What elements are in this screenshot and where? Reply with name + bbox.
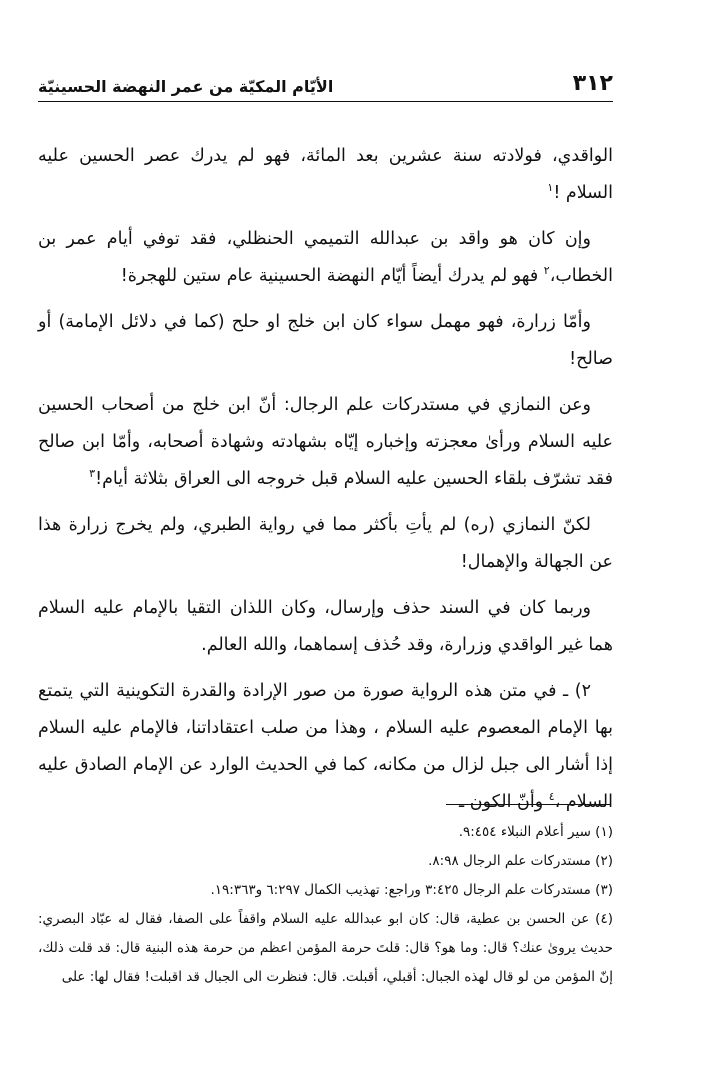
paragraph (38, 673, 613, 821)
paragraph (38, 221, 613, 295)
paragraph (38, 304, 613, 378)
footnote: (٢) مستدركات علم الرجال ٨:٩٨. (428, 853, 613, 869)
paragraph-text: وربما كان في السند حذف وإرسال، وكان اللذان التقيا بالإمام عليه السلام هما غير الواقدي وزرارة، وقد حُذف إسماهما، والله العالم. (38, 598, 613, 655)
body-text (38, 138, 613, 830)
paragraph-text: فهو لم يدرك أيضاً أيّام النهضة الحسينية عام ستين للهجرة! (120, 266, 544, 286)
paragraph (38, 590, 613, 664)
running-title: الأيّام المكيّة من عمر النهضة الحسينيّة (38, 77, 334, 96)
paragraph-text: وإن كان هو واقد بن عبدالله التميمي الحنظلي، فقد توفي أيام عمر بن الخطاب، (38, 229, 613, 286)
paragraph-text: وأنّ الكون ـ (459, 792, 549, 812)
page-header (38, 70, 613, 96)
paragraph-text: لكنّ النمازي (ره) لم يأتِ بأكثر مما في رواية الطبري، ولم يخرج زرارة هذا عن الجهالة والإهمال! (38, 515, 613, 572)
header-rule (38, 101, 613, 102)
footnote-ref: ٣ (89, 467, 96, 481)
footnote-ref: ٢ (543, 264, 550, 278)
page-number: ٣١٢ (572, 71, 613, 96)
footnote-separator (446, 804, 611, 805)
paragraph (38, 138, 613, 212)
paragraph-text: وعن النمازي في مستدركات علم الرجال: أنّ ابن خلج من أصحاب الحسين عليه السلام ورأىٰ معجزته وإخباره إيّاه بشهادته وشهادة أصحابه، وأمّا ابن صالح فقد تشرّف بلقاء الحسين عليه السلام قبل خروجه الى العراق بثلاثة أيام! (38, 395, 613, 489)
paragraph-text: الواقدي، فولادته سنة عشرين بعد المائة، فهو لم يدرك عصر الحسين عليه السلام ! (38, 146, 613, 203)
paragraph (38, 507, 613, 581)
paragraph-text: ٢) ـ في متن هذه الرواية صورة من صور الإرادة والقدرة التكوينية التي يتمتع بها الإمام المعصوم عليه السلام ، وهذا من صلب اعتقاداتنا، فالإمام عليه السلام إذا أشار الى جبل لزال من مكانه، كما في الحديث الوارد عن الإمام الصادق عليه السلام ، (38, 681, 613, 812)
paragraph (38, 387, 613, 498)
footnote-ref: ١ (547, 181, 554, 195)
footnote: (١) سير أعلام النبلاء ٩:٤٥٤. (458, 824, 613, 840)
footnote: (٤) عن الحسن بن عطية، قال: كان ابو عبدالله عليه السلام واقفاً على الصفا، فقال له عبّاد البصري: حديث يروىٰ عنك؟ قال: وما هو؟ قال: قلتَ حرمة المؤمن اعظم من حرمة هذه البنية قال: قد قلت ذلك، إنّ المؤمن من لو قال لهذه الجبال: أقبلي، أقبلت. قال: فنظرت الى الجبال قد اقبلت! فقال لها: على (38, 911, 613, 985)
footnote: (٣) مستدركات علم الرجال ٣:٤٢٥ وراجع: تهذيب الكمال ٦:٢٩٧ و١٩:٣٦٣. (210, 882, 613, 898)
footnote-ref: ٤ (548, 790, 555, 804)
footnotes (38, 818, 613, 992)
paragraph-text: وأمّا زرارة، فهو مهمل سواء كان ابن خلج او حلح (كما في دلائل الإمامة) أو صالح! (38, 312, 613, 369)
